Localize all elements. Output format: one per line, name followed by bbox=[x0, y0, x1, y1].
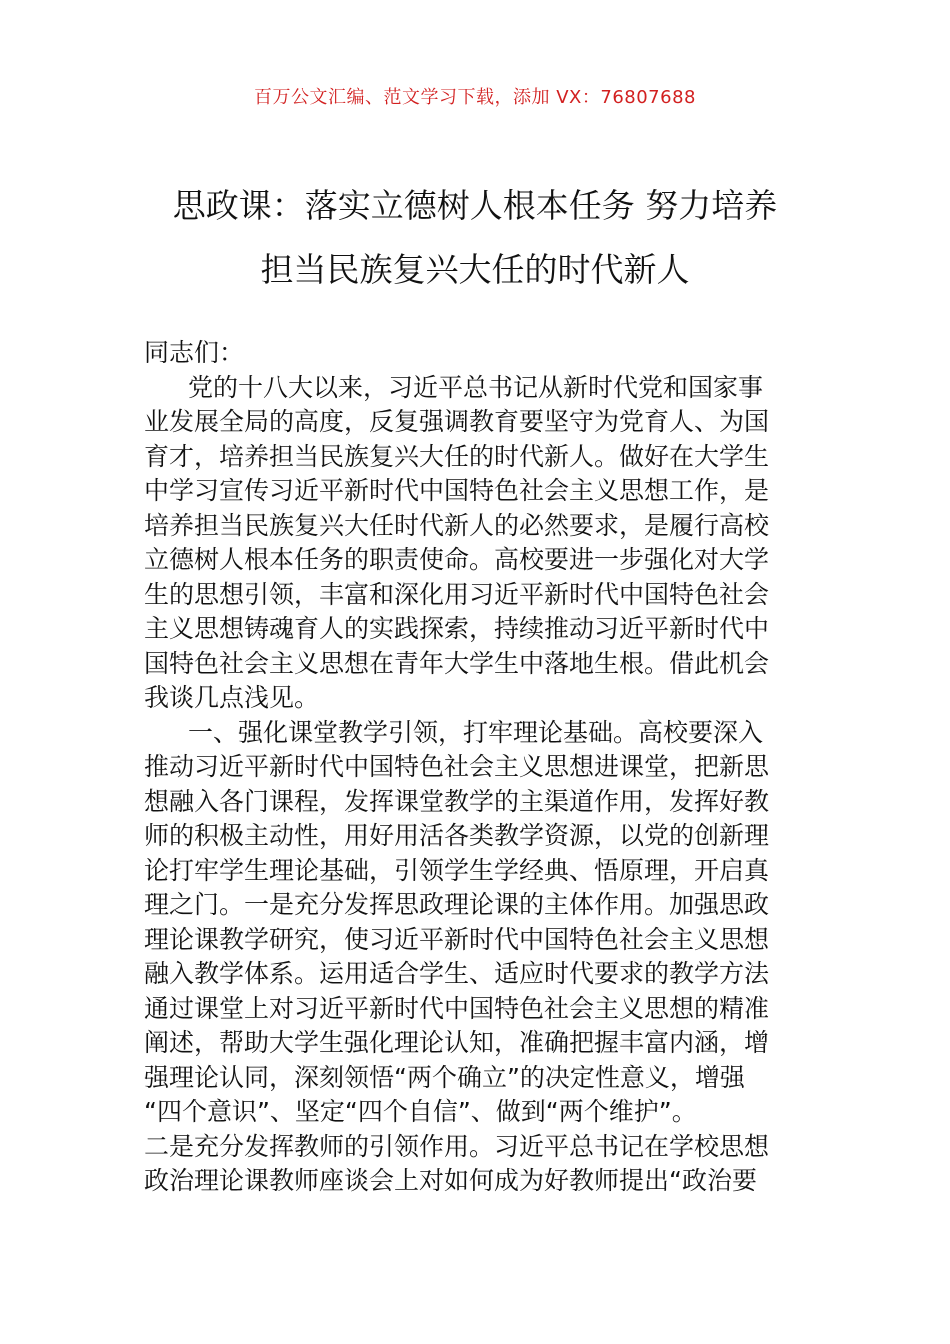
body-line: 强理论认同，深刻领悟“两个确立”的决定性意义，增强 bbox=[144, 1062, 745, 1092]
body-line: “四个意识”、坚定“四个自信”、做到“两个维护”。 bbox=[144, 1097, 697, 1126]
body-line: 想融入各门课程，发挥课堂教学的主渠道作用，发挥好教 bbox=[144, 786, 770, 816]
body-line: 育才，培养担当民族复兴大任的时代新人。做好在大学生 bbox=[144, 441, 770, 471]
header-note: 百万公文汇编、范文学习下载，添加 VX：76807688 bbox=[254, 87, 696, 108]
body-line: 理之门。一是充分发挥思政理论课的主体作用。加强思政 bbox=[144, 890, 770, 919]
body-line: 中学习宣传习近平新时代中国特色社会主义思想工作，是 bbox=[144, 476, 770, 505]
body-line: 二是充分发挥教师的引领作用。习近平总书记在学校思想 bbox=[144, 1131, 770, 1161]
body-line: 立德树人根本任务的职责使命。高校要进一步强化对大学 bbox=[144, 545, 770, 574]
body-line: 我谈几点浅见。 bbox=[144, 683, 320, 712]
body-line: 主义思想铸魂育人的实践探索，持续推动习近平新时代中 bbox=[144, 614, 770, 643]
body-line: 党的十八大以来，习近平总书记从新时代党和国家事 bbox=[188, 372, 764, 402]
title-line: 思政课：落实立德树人根本任务 努力培养 bbox=[172, 186, 778, 225]
body-line: 政治理论课教师座谈会上对如何成为好教师提出“政治要 bbox=[144, 1166, 757, 1195]
body-line: 融入教学体系。运用适合学生、适应时代要求的教学方法 bbox=[144, 959, 770, 988]
body-line: 阐述，帮助大学生强化理论认知，准确把握丰富内涵，增 bbox=[144, 1028, 770, 1057]
section-heading-line: 一、强化课堂教学引领，打牢理论基础。高校要深入 bbox=[188, 717, 764, 747]
body-line: 论打牢学生理论基础，引领学生学经典、悟原理，开启真 bbox=[144, 855, 770, 885]
body-line: 师的积极主动性，用好用活各类教学资源，以党的创新理 bbox=[144, 821, 770, 850]
document-title bbox=[100, 174, 850, 302]
document-body bbox=[144, 336, 808, 1199]
body-line: 国特色社会主义思想在青年大学生中落地生根。借此机会 bbox=[144, 648, 770, 678]
body-line: 通过课堂上对习近平新时代中国特色社会主义思想的精准 bbox=[144, 993, 770, 1023]
body-line: 理论课教学研究，使习近平新时代中国特色社会主义思想 bbox=[144, 924, 770, 954]
body-line: 推动习近平新时代中国特色社会主义思想进课堂，把新思 bbox=[144, 752, 770, 781]
body-line: 培养担当民族复兴大任时代新人的必然要求，是履行高校 bbox=[144, 510, 770, 540]
body-line: 业发展全局的高度，反复强调教育要坚守为党育人、为国 bbox=[144, 407, 770, 436]
title-line: 担当民族复兴大任的时代新人 bbox=[260, 250, 690, 289]
salutation: 同志们： bbox=[144, 338, 245, 367]
body-line: 生的思想引领，丰富和深化用习近平新时代中国特色社会 bbox=[144, 579, 770, 609]
